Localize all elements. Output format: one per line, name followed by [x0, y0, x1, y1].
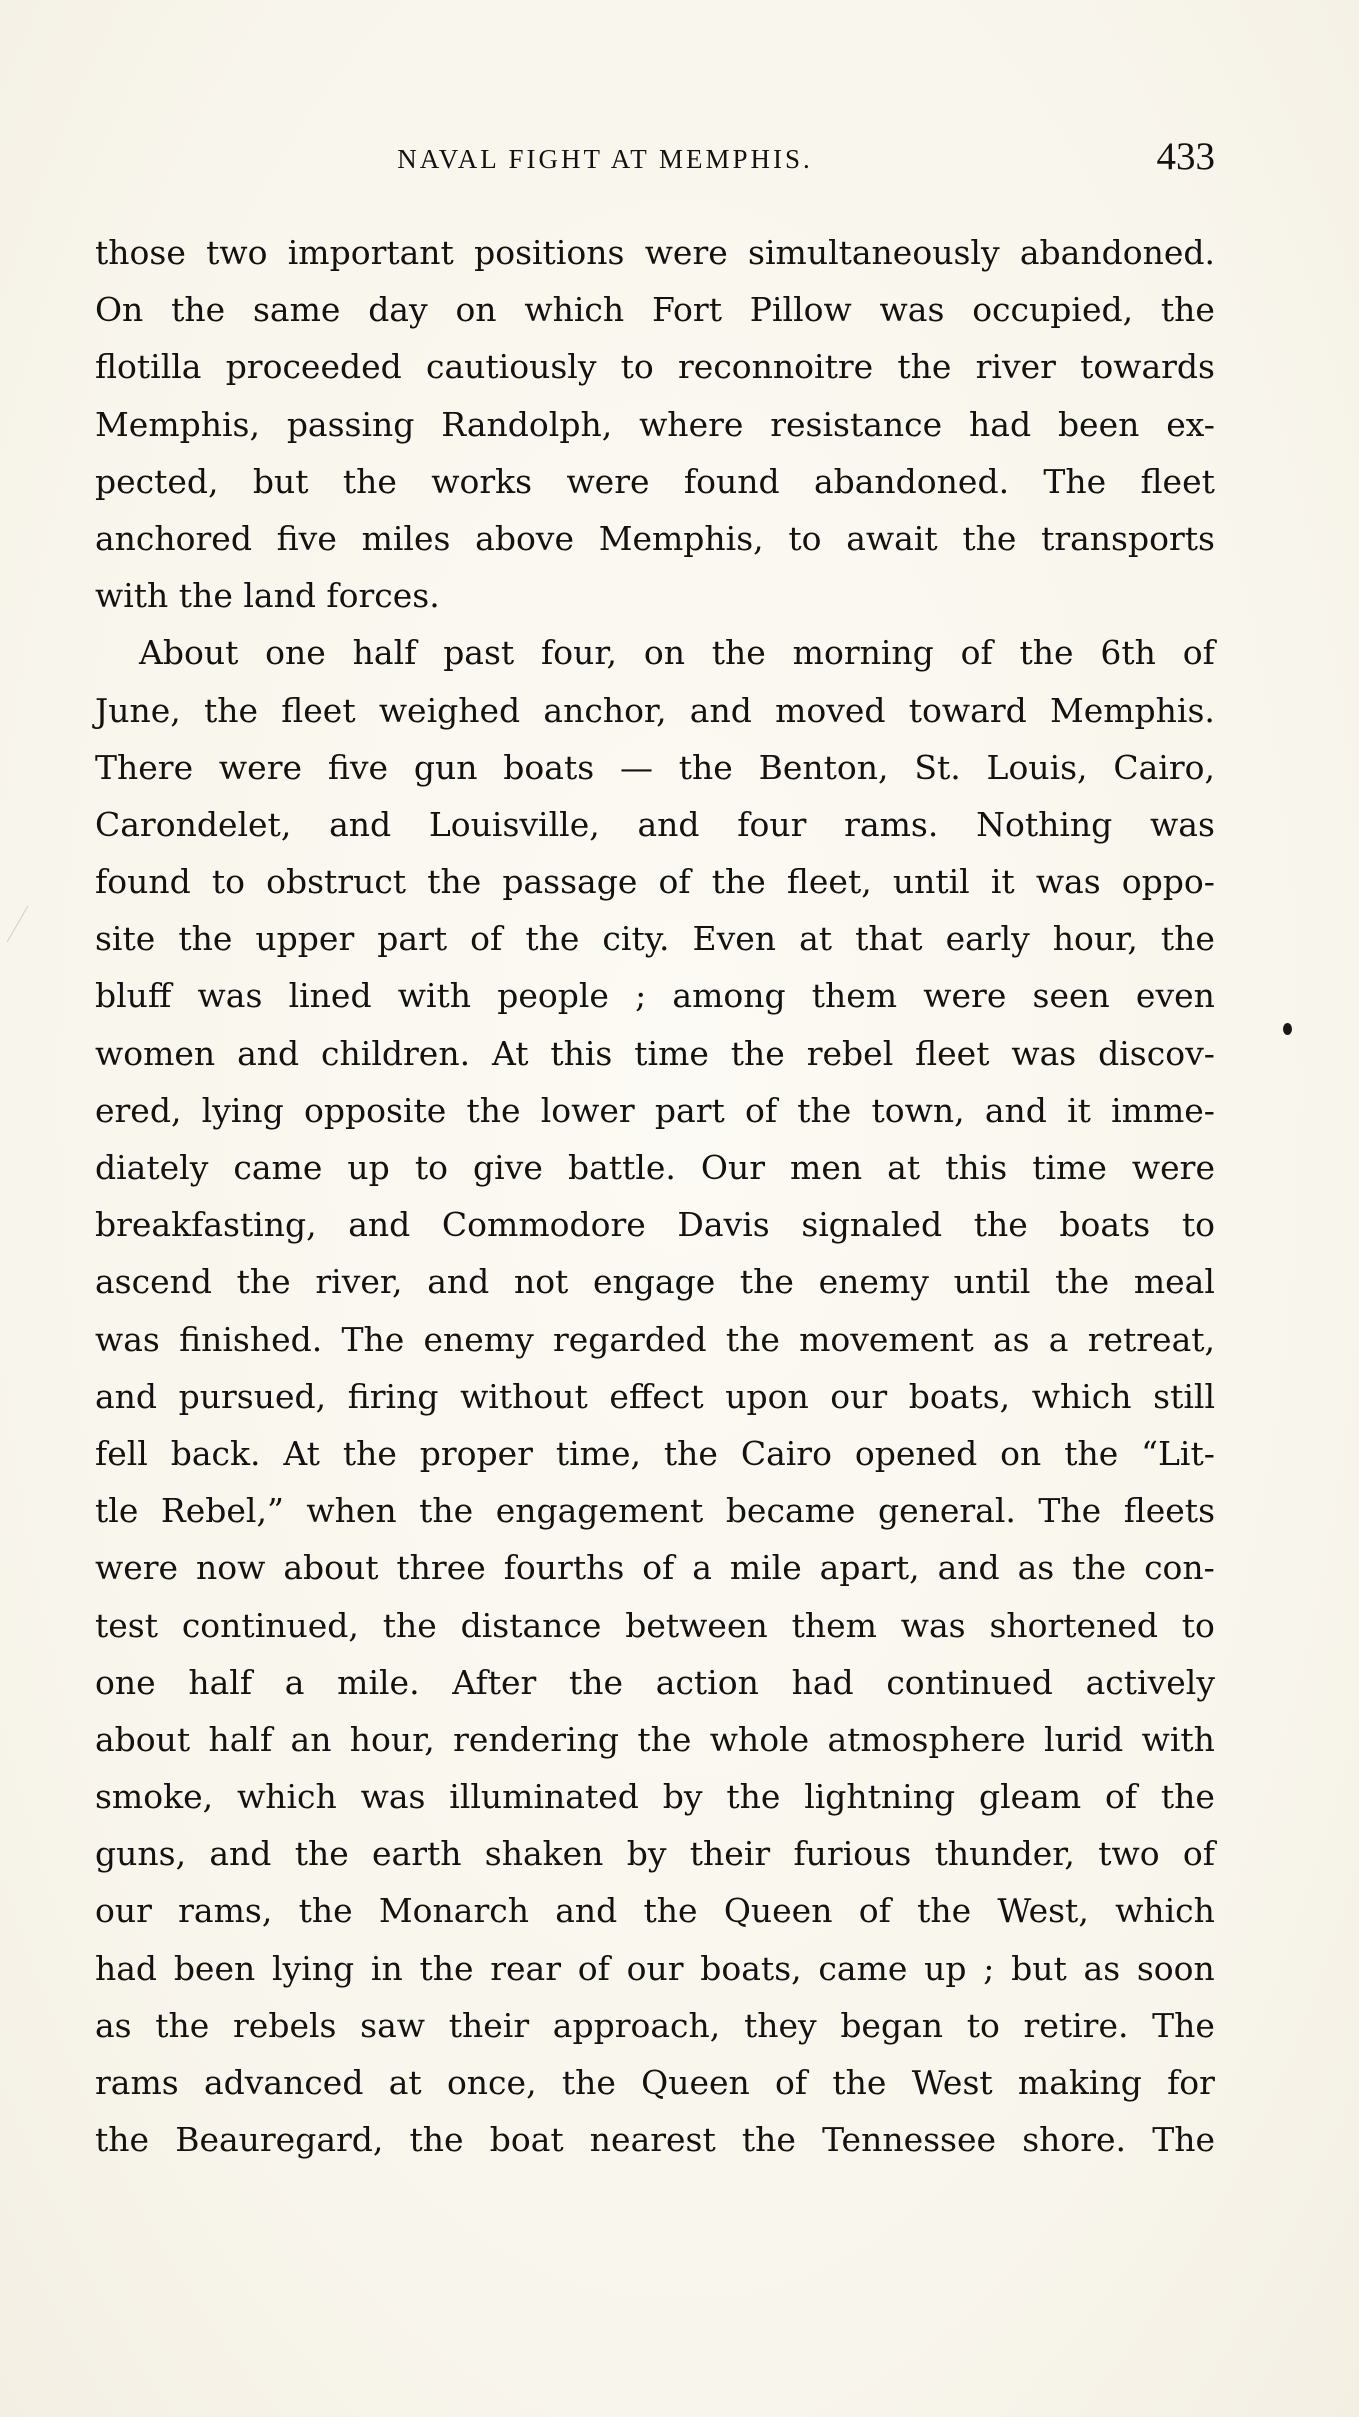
text-line: diately came up to give battle. Our men at this time were [95, 1148, 1215, 1187]
text-line: tle Rebel,” when the engagement became general. The fleets [95, 1491, 1215, 1531]
page-number: 433 [1156, 135, 1215, 178]
text-line: those two important positions were simultaneously abandoned. [95, 233, 1215, 272]
text-line: had been lying in the rear of our boats, came up ; but as soon [95, 1948, 1215, 1988]
text-line: About one half past four, on the morning of the 6th of [139, 633, 1215, 673]
text-line: breakfasting, and Commodore Davis signaled the boats to [95, 1205, 1215, 1245]
text-line: rams advanced at once, the Queen of the West making for [95, 2063, 1215, 2102]
text-line: site the upper part of the city. Even at that early hour, the [95, 919, 1215, 959]
text-line: were now about three fourths of a mile apart, and as the con- [95, 1548, 1215, 1588]
running-title: NAVAL FIGHT AT MEMPHIS. [397, 144, 813, 174]
text-line: ered, lying opposite the lower part of the town, and it imme- [95, 1090, 1215, 1130]
text-line: with the land forces. [95, 576, 440, 616]
text-line: the Beauregard, the boat nearest the Tennessee shore. The [95, 2120, 1215, 2160]
body-text [95, 224, 1215, 2168]
text-line: test continued, the distance between them was shortened to [95, 1605, 1215, 1645]
text-line: bluff was lined with people ; among them were seen even [95, 976, 1215, 1016]
text-line: smoke, which was illuminated by the lightning gleam of the [95, 1777, 1215, 1817]
text-line: and pursued, firing without effect upon our boats, which still [95, 1376, 1215, 1416]
text-line: guns, and the earth shaken by their furious thunder, two of [95, 1834, 1215, 1874]
text-line: Carondelet, and Louisville, and four rams. Nothing was [95, 804, 1215, 844]
running-head [95, 135, 1215, 190]
ink-speck-decoration [1283, 1023, 1292, 1035]
text-line: was finished. The enemy regarded the movement as a retreat, [95, 1319, 1215, 1359]
text-line: ascend the river, and not engage the enemy until the meal [95, 1262, 1215, 1302]
text-line: one half a mile. After the action had continued actively [95, 1662, 1215, 1702]
paper-mark-decoration [7, 906, 43, 942]
text-line: There were five gun boats — the Benton, St. Louis, Cairo, [95, 747, 1215, 787]
text-line: anchored five miles above Memphis, to await the transports [95, 518, 1215, 558]
text-line: fell back. At the proper time, the Cairo opened on the “Lit- [95, 1433, 1215, 1473]
text-line: On the same day on which Fort Pillow was occupied, the [95, 290, 1215, 330]
text-line: our rams, the Monarch and the Queen of the West, which [95, 1891, 1215, 1931]
text-line: found to obstruct the passage of the fleet, until it was oppo- [95, 862, 1215, 902]
text-line: pected, but the works were found abandoned. The fleet [95, 461, 1215, 501]
text-line: June, the fleet weighed anchor, and moved toward Memphis. [95, 690, 1215, 730]
text-line: about half an hour, rendering the whole atmosphere lurid with [95, 1719, 1215, 1759]
text-line: flotilla proceeded cautiously to reconnoitre the river towards [95, 347, 1215, 387]
text-line: women and children. At this time the rebel fleet was discov- [95, 1033, 1215, 1073]
text-line: Memphis, passing Randolph, where resistance had been ex- [95, 404, 1215, 444]
text-line: as the rebels saw their approach, they began to retire. The [95, 2005, 1215, 2045]
